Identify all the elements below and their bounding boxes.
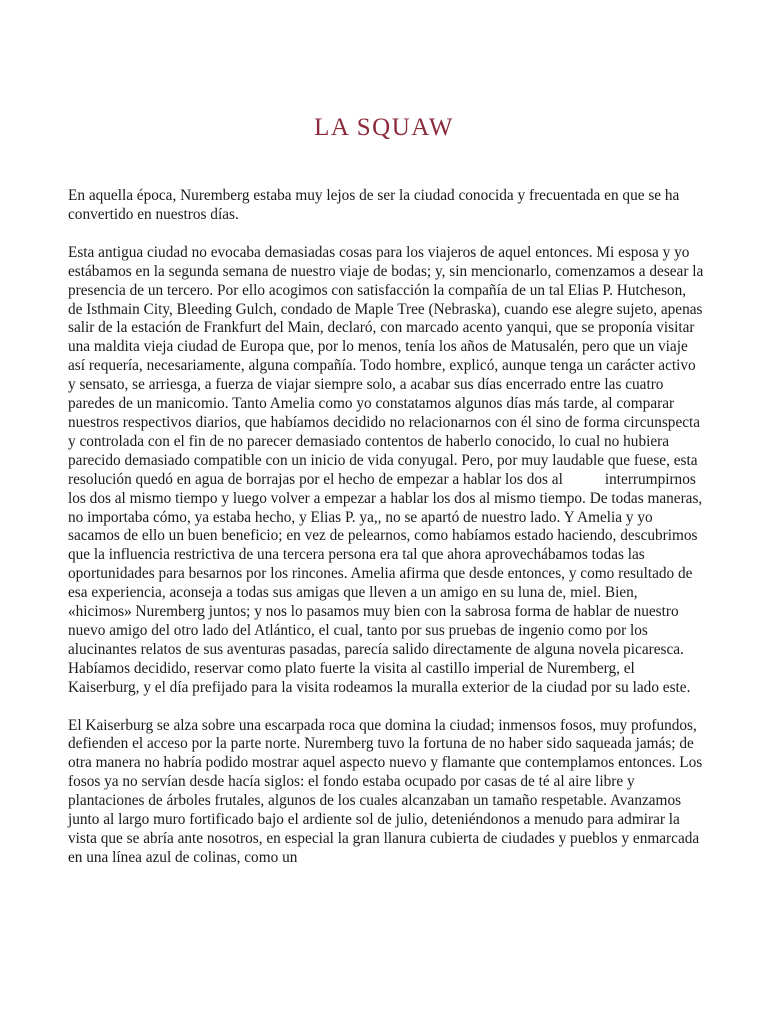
paragraph-1: En aquella época, Nuremberg estaba muy lejos de ser la ciudad conocida y frecuentada en que se ha convertido en nuestros días. (68, 187, 680, 223)
document-title: LA SQUAW (314, 114, 454, 141)
paragraph-3: El Kaiserburg se alza sobre una escarpada roca que domina la ciudad; inmensos fosos, muy profundos, defienden el acceso por la parte norte. Nuremberg tuvo la fortuna de no haber sido saqueada jamás; de otra manera no habría podido mostrar aquel aspecto nuevo y flamante que contemplamos entonces. Los fosos ya no servían desde hacía siglos: el fondo estaba ocupado por casas de té al aire libre y plantaciones de árboles frutales, algunos de los cuales alcanzaban un tamaño respetable. Avanzamos junto al largo muro fortificado bajo el ardiente sol de julio, deteniéndonos a menudo para admirar la vista que se abría ante nosotros, en especial la gran llanura cubierta de ciudades y pueblos y enmarcada en una línea azul de colinas, como un (68, 716, 703, 866)
paragraph-2: Esta antigua ciudad no evocaba demasiadas cosas para los viajeros de aquel entonces. Mi esposa y yo estábamos en la segunda semana de nuestro viaje de bodas; y, sin mencionarlo, comenzamos a desear la presencia de un tercero. Por ello acogimos con satisfacción la compañía de un tal Elias P. Hutcheson, de Isthmain City, Bleeding Gulch, condado de Maple Tree (Nebraska), cuando ese alegre sujeto, apenas salir de la estación de Frankfurt del Main, declaró, con marcado acento yanqui, que se proponía visitar una maldita vieja ciudad de Europa que, por lo menos, tenía los años de Matusalén, pero que un viaje así requería, necesariamente, alguna compañía. Todo hombre, explicó, aunque tenga un carácter activo y sensato, se arriesga, a fuerza de viajar siempre solo, a acabar sus días encerrado entre las cuatro paredes de un manicomio. Tanto Amelia como yo constatamos algunos días más tarde, al comparar nuestros respectivos diarios, que habíamos decidido no relacionarnos con él sino de forma circunspecta y controlada con el fin de no parecer demasiado contentos de haberlo conocido, lo cual no hubiera parecido demasiado compatible con un inicio de vida conyugal. Pero, por muy laudable que fuese, esta resolución quedó en agua de borrajas por el hecho de empezar a hablar los dos al interrumpirnos los dos al mismo tiempo y luego volver a empezar a hablar los dos al mismo tiempo. De todas maneras, no importaba cómo, ya estaba hecho, y Elias P. ya,, no se apartó de nuestro lado. Y Amelia y yo sacamos de ello un buen beneficio; en vez de pelearnos, como habíamos estado haciendo, descubrimos que la influencia restrictiva de una tercera persona era tal que ahora aprovechábamos todas las oportunidades para besarnos por los rincones. Amelia afirma que desde entonces, y como resultado de esa experiencia, aconseja a todas sus amigas que lleven a un amigo en su luna de, miel. Bien, «hicimos» Nuremberg juntos; y nos lo pasamos muy bien con la sabrosa forma de hablar de nuestro nuevo amigo del otro lado del Atlántico, el cual, tanto por sus pruebas de ingenio como por los alucinantes relatos de sus aventuras pasadas, parecía salido directamente de alguna novela picaresca. Habíamos decidido, reservar como plato fuerte la visita al castillo imperial de Nuremberg, el Kaiserburg, y el día prefijado para la visita rodeamos la muralla exterior de la ciudad por su lado este. (68, 243, 708, 696)
document-body (68, 187, 708, 887)
